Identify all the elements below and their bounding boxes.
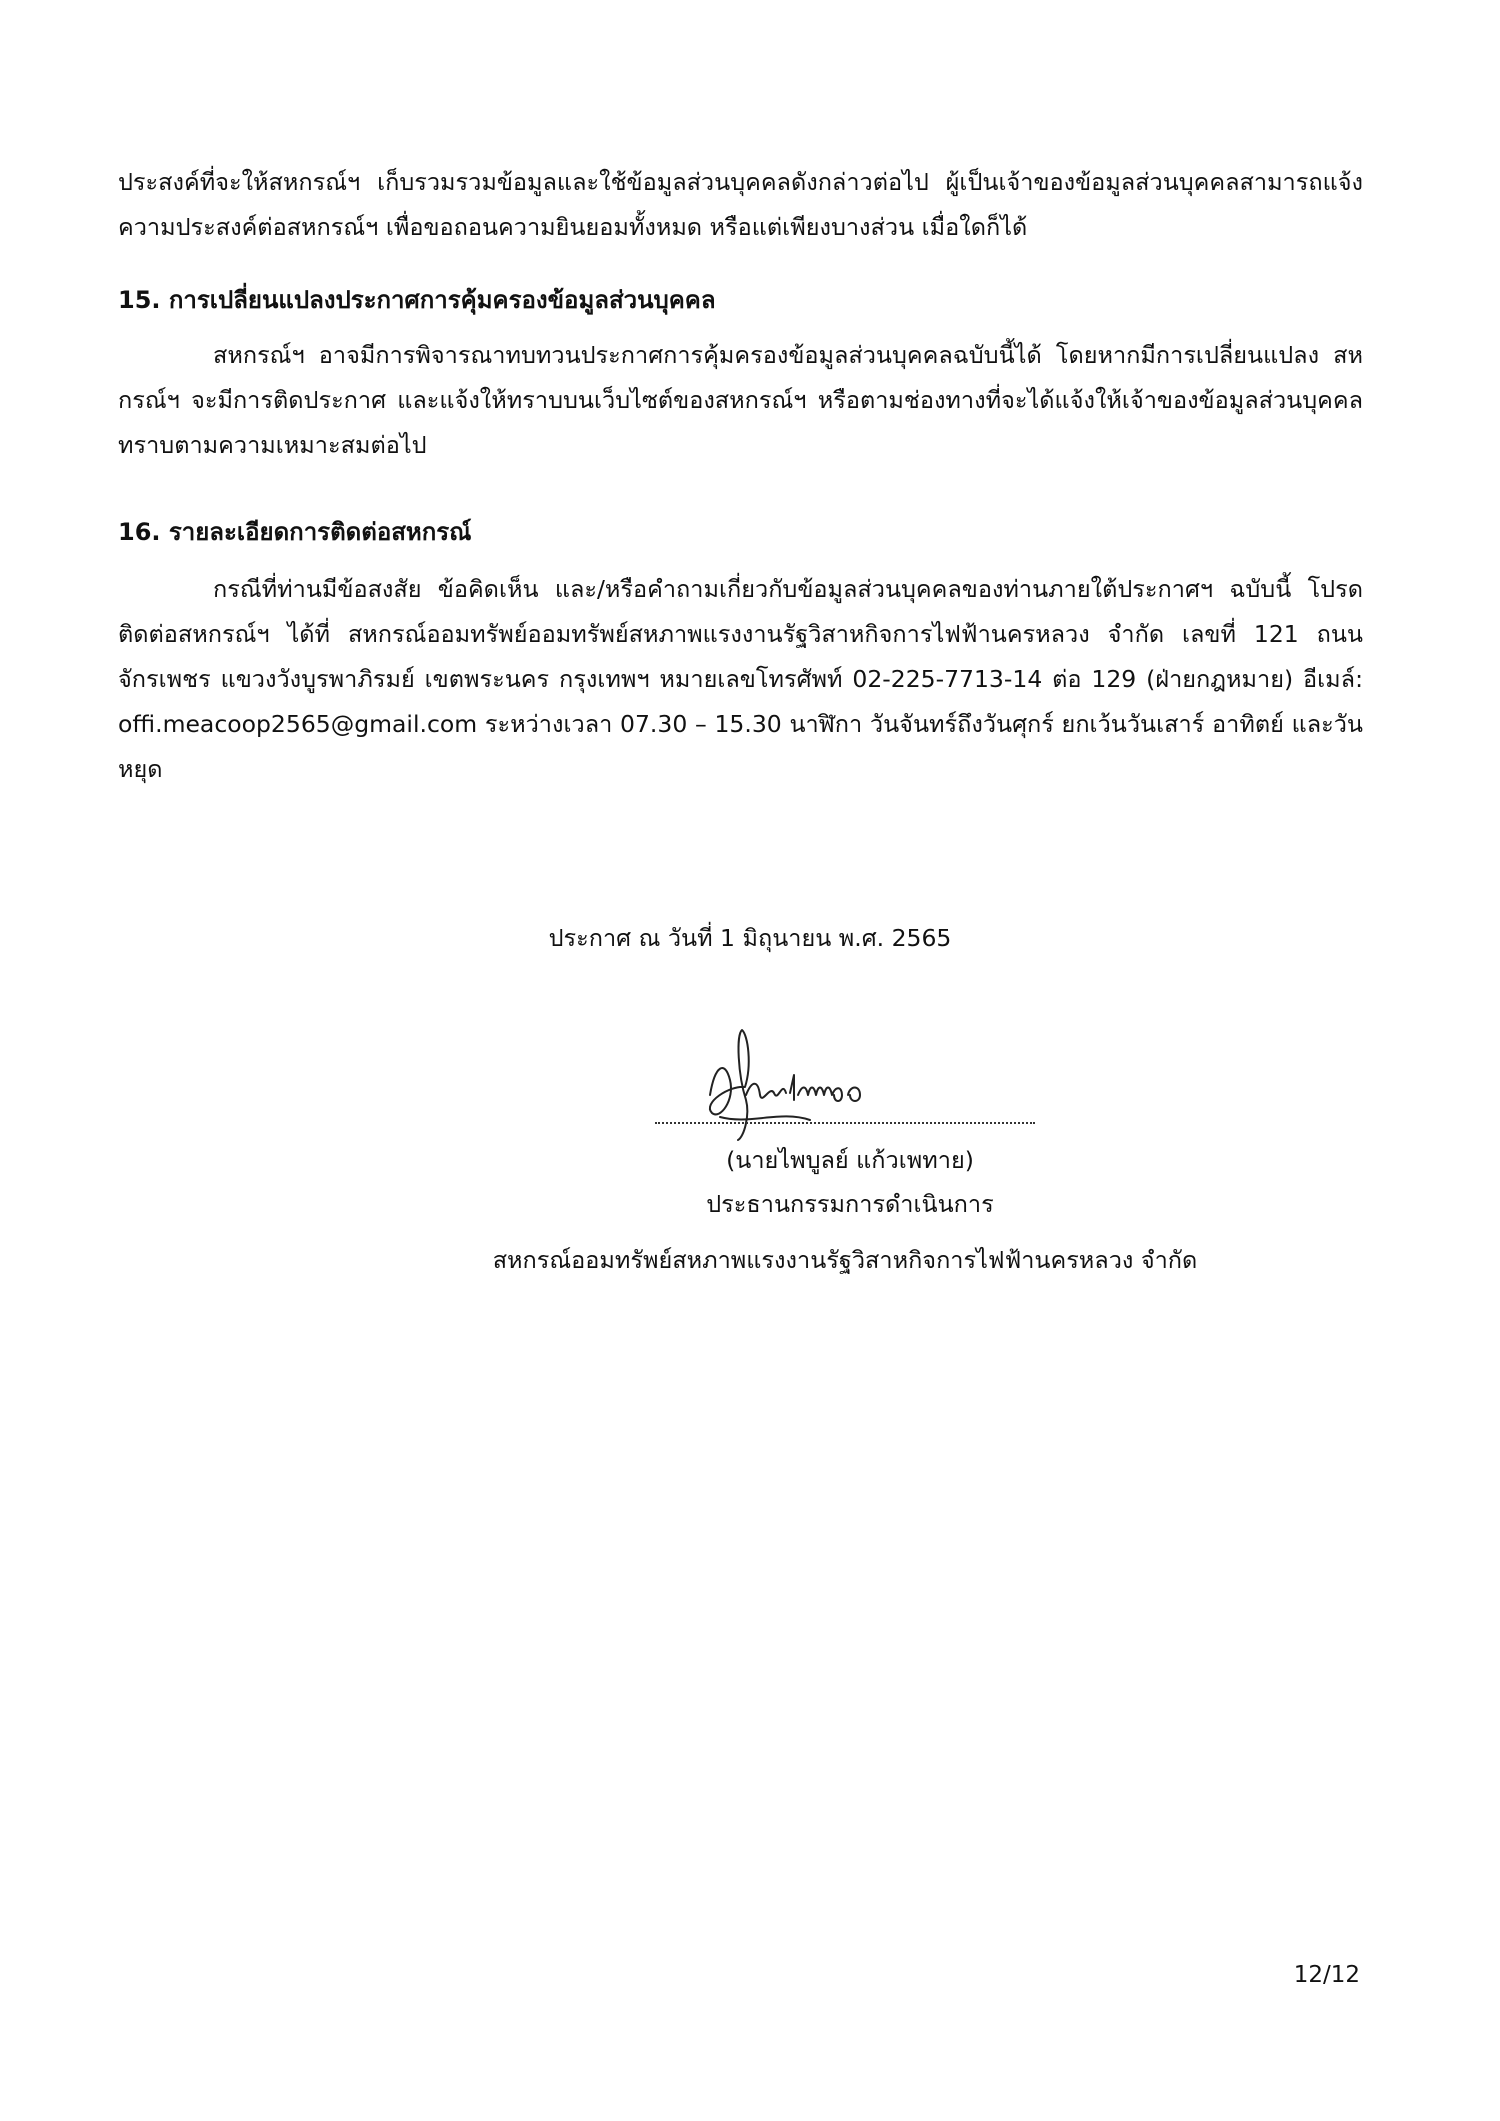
signatory-position: ประธานกรรมการดำเนินการ: [706, 1190, 994, 1218]
signatory-block: [640, 1138, 1060, 1226]
section-16-heading: 16. รายละเอียดการติดต่อสหกรณ์: [118, 518, 472, 546]
signature-line: [655, 1112, 1035, 1124]
page-number: 12/12: [1293, 1962, 1360, 1988]
announcement-date: ประกาศ ณ วันที่ 1 มิถุนายน พ.ศ. 2565: [548, 924, 952, 952]
section-16-body: กรณีที่ท่านมีข้อสงสัย ข้อคิดเห็น และ/หรือคำถามเกี่ยวกับข้อมูลส่วนบุคคลของท่านภายใต้ประกาศฯ ฉบับนี้ โปรดติดต่อสหกรณ์ฯ ได้ที่ สหกรณ์ออมทรัพย์ออมทรัพย์สหภาพแรงงานรัฐวิสาหกิจการไฟฟ้านครหลวง จำกัด เลขที่ 121 ถนนจักรเพชร แขวงวังบูรพาภิรมย์ เขตพระนคร กรุงเทพฯ หมายเลขโทรศัพท์ 02-225-7713-14 ต่อ 129 (ฝ่ายกฎหมาย) อีเมล์: offi.meacoop2565@gmail.com ระหว่างเวลา 07.30 – 15.30 นาฬิกา วันจันทร์ถึงวันศุกร์ ยกเว้นวันเสาร์ อาทิตย์ และวันหยุด: [118, 575, 1363, 783]
section-15-body: สหกรณ์ฯ อาจมีการพิจารณาทบทวนประกาศการคุ้มครองข้อมูลส่วนบุคคลฉบับนี้ได้ โดยหากมีการเปลี่ยนแปลง สหกรณ์ฯ จะมีการติดประกาศ และแจ้งให้ทราบบนเว็บไซต์ของสหกรณ์ฯ หรือตามช่องทางที่จะได้แจ้งให้เจ้าของข้อมูลส่วนบุคคลทราบตามความเหมาะสมต่อไป: [118, 341, 1363, 459]
signature-image: [690, 1025, 900, 1145]
intro-paragraph: ประสงค์ที่จะให้สหกรณ์ฯ เก็บรวมรวมข้อมูลและใช้ข้อมูลส่วนบุคคลดังกล่าวต่อไป ผู้เป็นเจ้าของข้อมูลส่วนบุคคลสามารถแจ้งความประสงค์ต่อสหกรณ์ฯ เพื่อขอถอนความยินยอมทั้งหมด หรือแต่เพียงบางส่วน เมื่อใดก็ได้: [118, 168, 1363, 241]
section-15-heading: 15. การเปลี่ยนแปลงประกาศการคุ้มครองข้อมูลส่วนบุคคล: [118, 286, 716, 314]
signatory-name: (นายไพบูลย์ แก้วเพทาย): [726, 1146, 974, 1174]
signatory-organization: สหกรณ์ออมทรัพย์สหภาพแรงงานรัฐวิสาหกิจการไฟฟ้านครหลวง จำกัด: [492, 1246, 1198, 1274]
